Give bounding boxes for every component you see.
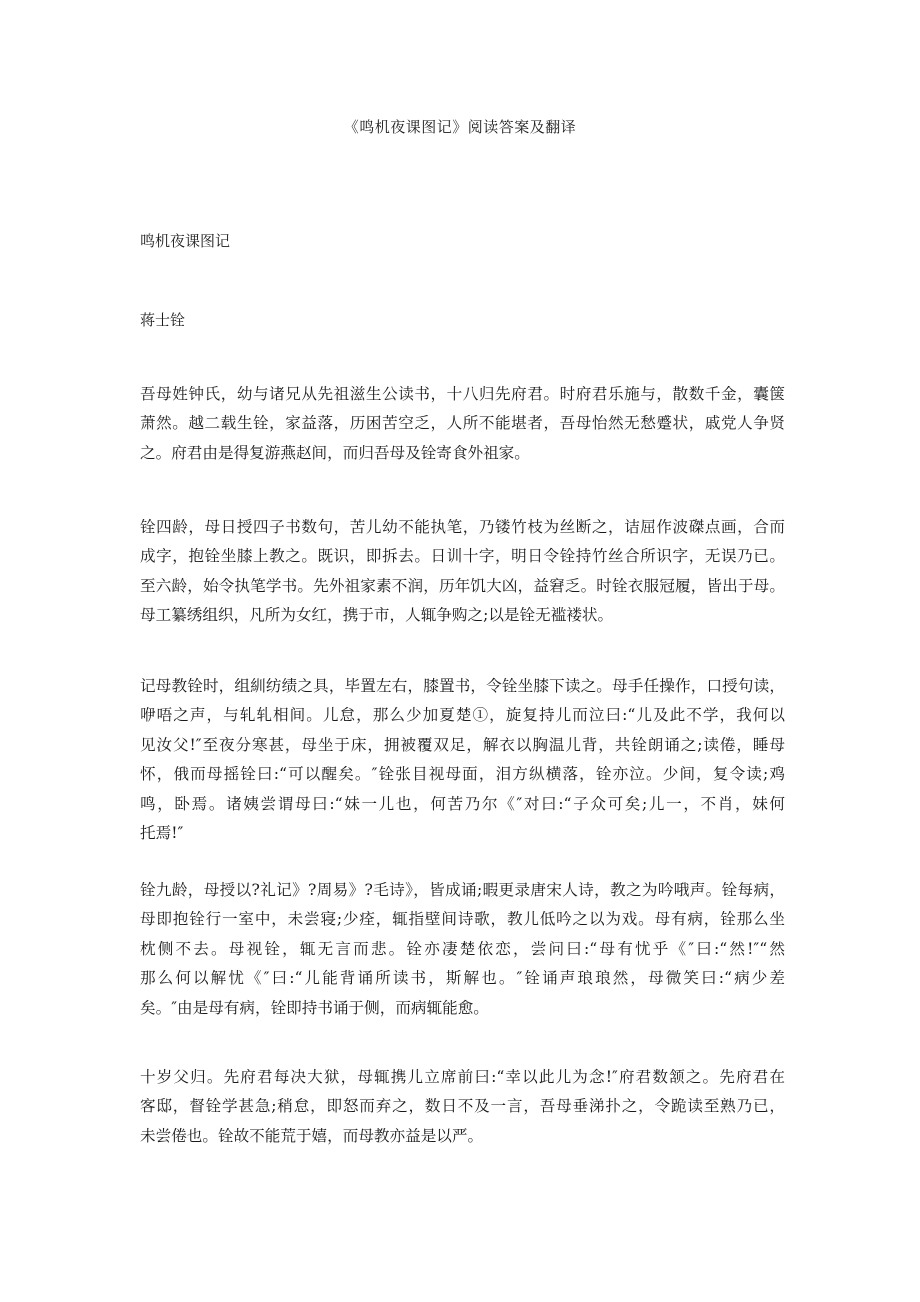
paragraph-line: 鸣，卧焉。诸姨尝谓母曰:“妹一儿也，何苦乃尔《″对曰:“子众可矣;儿一，不肖，妹何 (140, 794, 785, 813)
paragraph-line: 怀，俄而母摇铨曰:“可以醒矣。″铨张目视母面，泪方纵横落，铨亦泣。少间，复令读;鸡 (140, 765, 785, 784)
paragraph-line: 矣。″由是母有病，铨即持书诵于侧，而病辄能愈。 (140, 998, 489, 1017)
paragraph-line: 十岁父归。先府君每决大狱，母辄携儿立席前曰:“幸以此儿为念!″府君数颔之。先府君在 (140, 1068, 785, 1086)
paragraph-4 (140, 876, 785, 1023)
paragraph-1 (140, 380, 785, 468)
paragraph-line: 成字，抱铨坐膝上教之。既识，即拆去。日训十字，明日令铨持竹丝合所识字，无误乃已。 (140, 547, 785, 566)
paragraph-2 (140, 513, 785, 631)
paragraph-3 (140, 672, 785, 848)
paragraph-line: 母即抱铨行一室中，未尝寝;少痊，辄指壁间诗歌，教儿低吟之以为戏。母有病，铨那么坐 (140, 910, 785, 929)
paragraph-line: 客邸，督铨学甚急;稍怠，即怒而弃之，数日不及一言，吾母垂涕扑之，令跪读至熟乃已， (140, 1097, 785, 1116)
paragraph-line: 吾母姓钟氏，幼与诸兄从先祖滋生公读书，十八归先府君。时府君乐施与，散数千金，囊箧 (140, 385, 785, 403)
paragraph-line: 萧然。越二载生铨，家益落，历困苦空乏，人所不能堪者，吾母怡然无愁蹙状，戚党人争贤 (140, 414, 785, 433)
paragraph-line: 铨九龄，母授以?礼记》?周易》?毛诗》，皆成诵;暇更录唐宋人诗，教之为吟哦声。铨每病， (140, 881, 785, 899)
paragraph-line: 未尝倦也。铨故不能荒于嬉，而母教亦益是以严。 (140, 1126, 484, 1145)
paragraph-line: 见汝父!″至夜分寒甚，母坐于床，拥被覆双足，解衣以胸温儿背，共铨朗诵之;读倦，睡母 (140, 735, 785, 754)
paragraph-line: 铨四龄，母日授四子书数句，苦儿幼不能执笔，乃镂竹枝为丝断之，诘屈作波磔点画，合而 (140, 518, 785, 536)
paragraph-line: 至六龄，始令执笔学书。先外祖家素不润，历年饥大凶，益窘乏。时铨衣服冠履，皆出于母。 (140, 576, 785, 595)
paragraph-line: 记母教铨时，组紃纺绩之具，毕置左右，膝置书，令铨坐膝下读之。母手任操作，口授句读， (140, 677, 785, 695)
paragraph-line: 之。府君由是得复游燕赵间，而归吾母及铨寄食外祖家。 (140, 443, 530, 462)
paragraph-line: 母工纂绣组织，凡所为女红，携于市，人辄争购之;以是铨无褴褛状。 (140, 606, 614, 625)
author-name: 蒋士铨 (140, 311, 186, 329)
paragraph-5 (140, 1063, 785, 1151)
document-title: 《鸣机夜课图记》阅读答案及翻译 (343, 118, 577, 136)
paragraph-line: 那么何以解忧《″曰:“儿能背诵所读书，斯解也。″铨诵声琅琅然，母微笑曰:“病少差 (140, 969, 785, 988)
paragraph-line: 枕侧不去。母视铨，辄无言而悲。铨亦凄楚依恋，尝问曰:“母有忧乎《″曰:“然!″“然 (140, 939, 785, 958)
paragraph-line: 咿唔之声，与轧轧相间。儿怠，那么少加夏楚①，旋复持儿而泣曰:“儿及此不学，我何以 (140, 706, 785, 725)
essay-title: 鸣机夜课图记 (140, 232, 231, 250)
paragraph-line: 托焉!″ (140, 824, 184, 843)
